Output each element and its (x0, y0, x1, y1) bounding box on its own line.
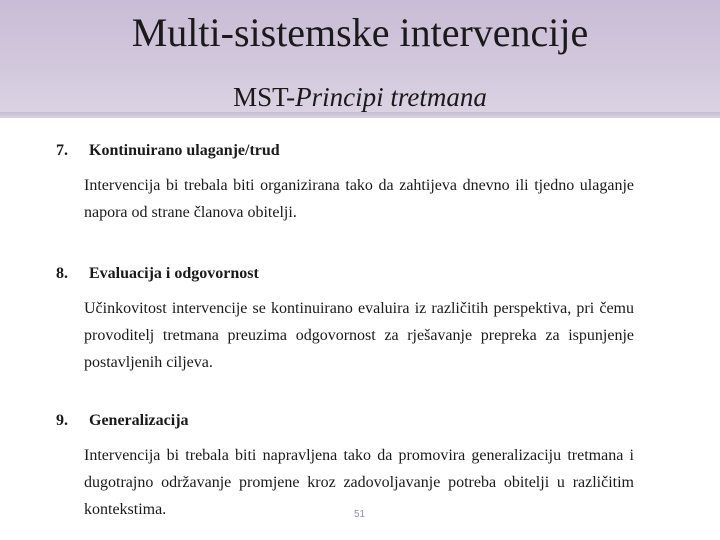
principle-number: 8. (56, 265, 68, 282)
subtitle-prefix: MST- (233, 82, 296, 112)
principle-title: Kontinuirano ulaganje/trud (89, 142, 280, 159)
principle-title: Generalizacija (89, 412, 189, 429)
title-banner (0, 0, 720, 118)
page-number: 51 (354, 509, 366, 520)
principle-item (56, 140, 634, 226)
subtitle-italic: Principi tretmana (295, 82, 487, 112)
principle-number: 9. (56, 412, 68, 429)
principle-item (56, 263, 634, 376)
principle-description: Učinkovitost intervencije se kontinuirano evaluira iz različitih perspektiva, pri čemu provoditelj tretmana preuzima odgovornost za rješavanje prepreka za ispunjenje postavljenih ciljeva. (84, 300, 634, 371)
principle-heading (56, 140, 634, 162)
slide-subtitle (0, 80, 720, 114)
principle-title: Evaluacija i odgovornost (89, 265, 259, 282)
slide-title: Multi-sistemske intervencije (131, 10, 589, 55)
principle-number: 7. (56, 142, 68, 159)
principle-description: Intervencija bi trebala biti napravljena tako da promovira generalizaciju tretmana i dugotrajno održavanje promjene kroz zadovoljavanje potreba obitelji u različitim kontekstima. (84, 447, 634, 518)
principle-heading (56, 263, 634, 285)
principle-description: Intervencija bi trebala biti organizirana tako da zahtijeva dnevno ili tjedno ulaganje napora od strane članova obitelji. (84, 177, 634, 221)
principle-item (56, 410, 634, 523)
principle-heading (56, 410, 634, 432)
